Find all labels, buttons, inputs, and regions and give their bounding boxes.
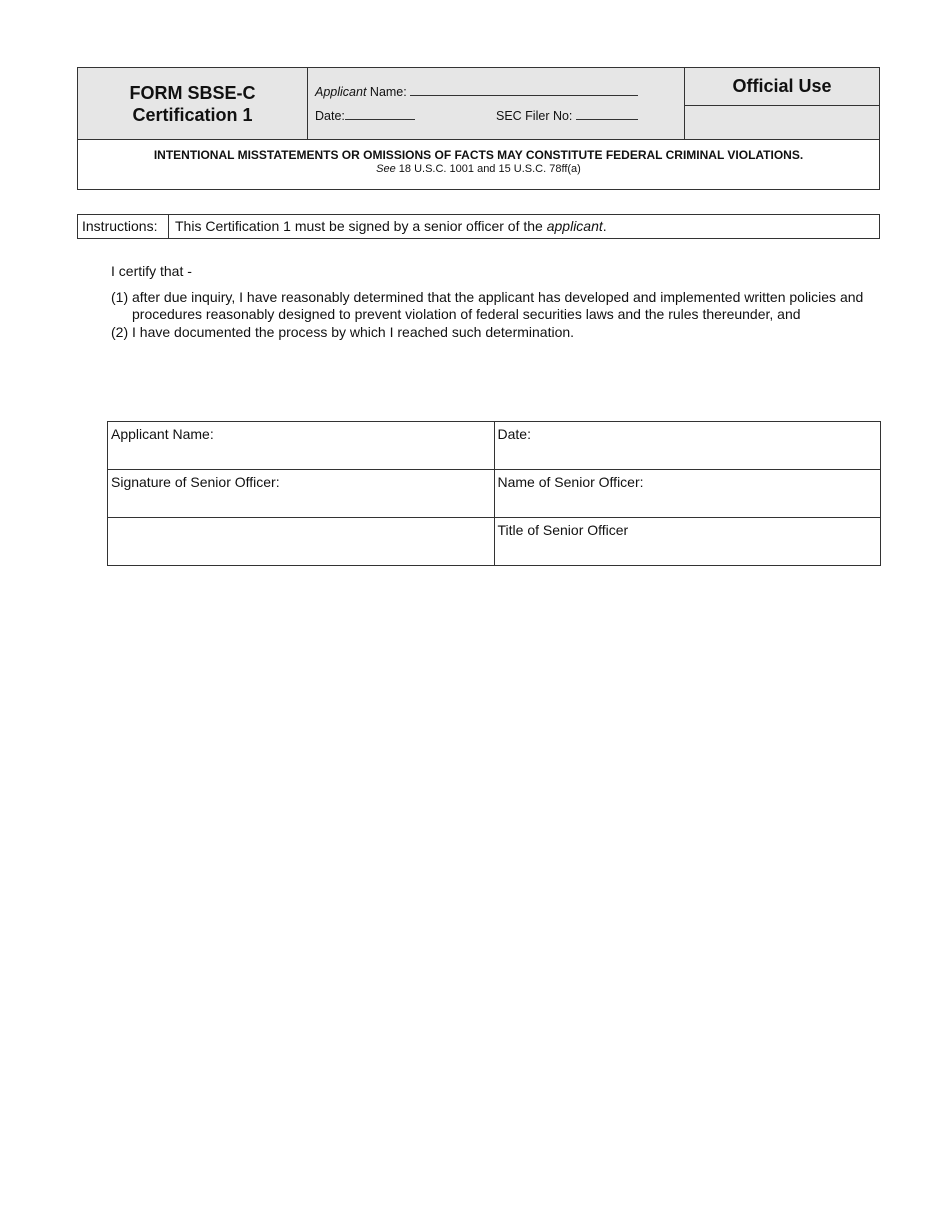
instructions-text [175,215,607,238]
officer-title-cell[interactable]: Title of Senior Officer [494,518,881,566]
form-subtitle: Certification 1 [132,104,253,125]
certification-item [111,289,876,323]
certify-intro: I certify that - [111,263,192,279]
warning-notice [78,148,879,175]
warning-text: INTENTIONAL MISSTATEMENTS OR OMISSIONS OF FACTS MAY CONSTITUTE FEDERAL CRIMINAL VIOLATIONS. [153,148,804,162]
item-number: (1) [111,289,129,305]
date-field[interactable] [345,108,415,120]
applicant-label: Name: [366,85,411,99]
instructions-suffix: . [602,218,607,234]
empty-cell [108,518,495,566]
sec-filer-field[interactable] [576,108,638,120]
cite-rest: 18 U.S.C. 1001 and 15 U.S.C. 78ff(a) [395,163,581,175]
date-cell[interactable]: Date: [494,422,881,470]
instructions-box [77,214,880,239]
instructions-prefix: This Certification 1 must be signed by a senior officer of the [175,218,547,234]
item-text: I have documented the process by which I reached such determination. [132,324,575,340]
warning-citation [78,163,879,175]
signature-table [107,421,881,566]
item-number: (2) [111,324,129,340]
instructions-label: Instructions: [78,215,169,238]
certification-items [111,289,876,342]
sec-filer-label: SEC Filer No: [496,109,576,123]
item-text: after due inquiry, I have reasonably determined that the applicant has developed and implemented written policies and procedures reasonably designed to prevent violation of federal securities laws and the rules thereunder, and [132,289,864,322]
applicant-name-field[interactable] [410,84,638,96]
table-row [108,422,881,470]
official-use-title: Official Use [685,68,879,106]
table-row [108,518,881,566]
form-name: FORM SBSE-C [129,82,256,103]
applicant-name-row [315,84,638,99]
certification-item [111,324,876,341]
sec-filer-row [496,108,638,123]
cite-see: See [376,163,396,175]
officer-name-cell[interactable]: Name of Senior Officer: [494,470,881,518]
table-row [108,470,881,518]
applicant-name-cell[interactable]: Applicant Name: [108,422,495,470]
form-header [77,67,880,190]
instructions-italic: applicant [546,218,603,234]
applicant-label-italic: Applicant [315,85,367,99]
header-top-band [78,68,879,140]
form-id-box [78,68,308,139]
applicant-info-box [308,68,685,139]
date-row [315,108,415,123]
official-use-box [685,68,879,139]
signature-cell[interactable]: Signature of Senior Officer: [108,470,495,518]
date-label: Date: [315,109,345,123]
